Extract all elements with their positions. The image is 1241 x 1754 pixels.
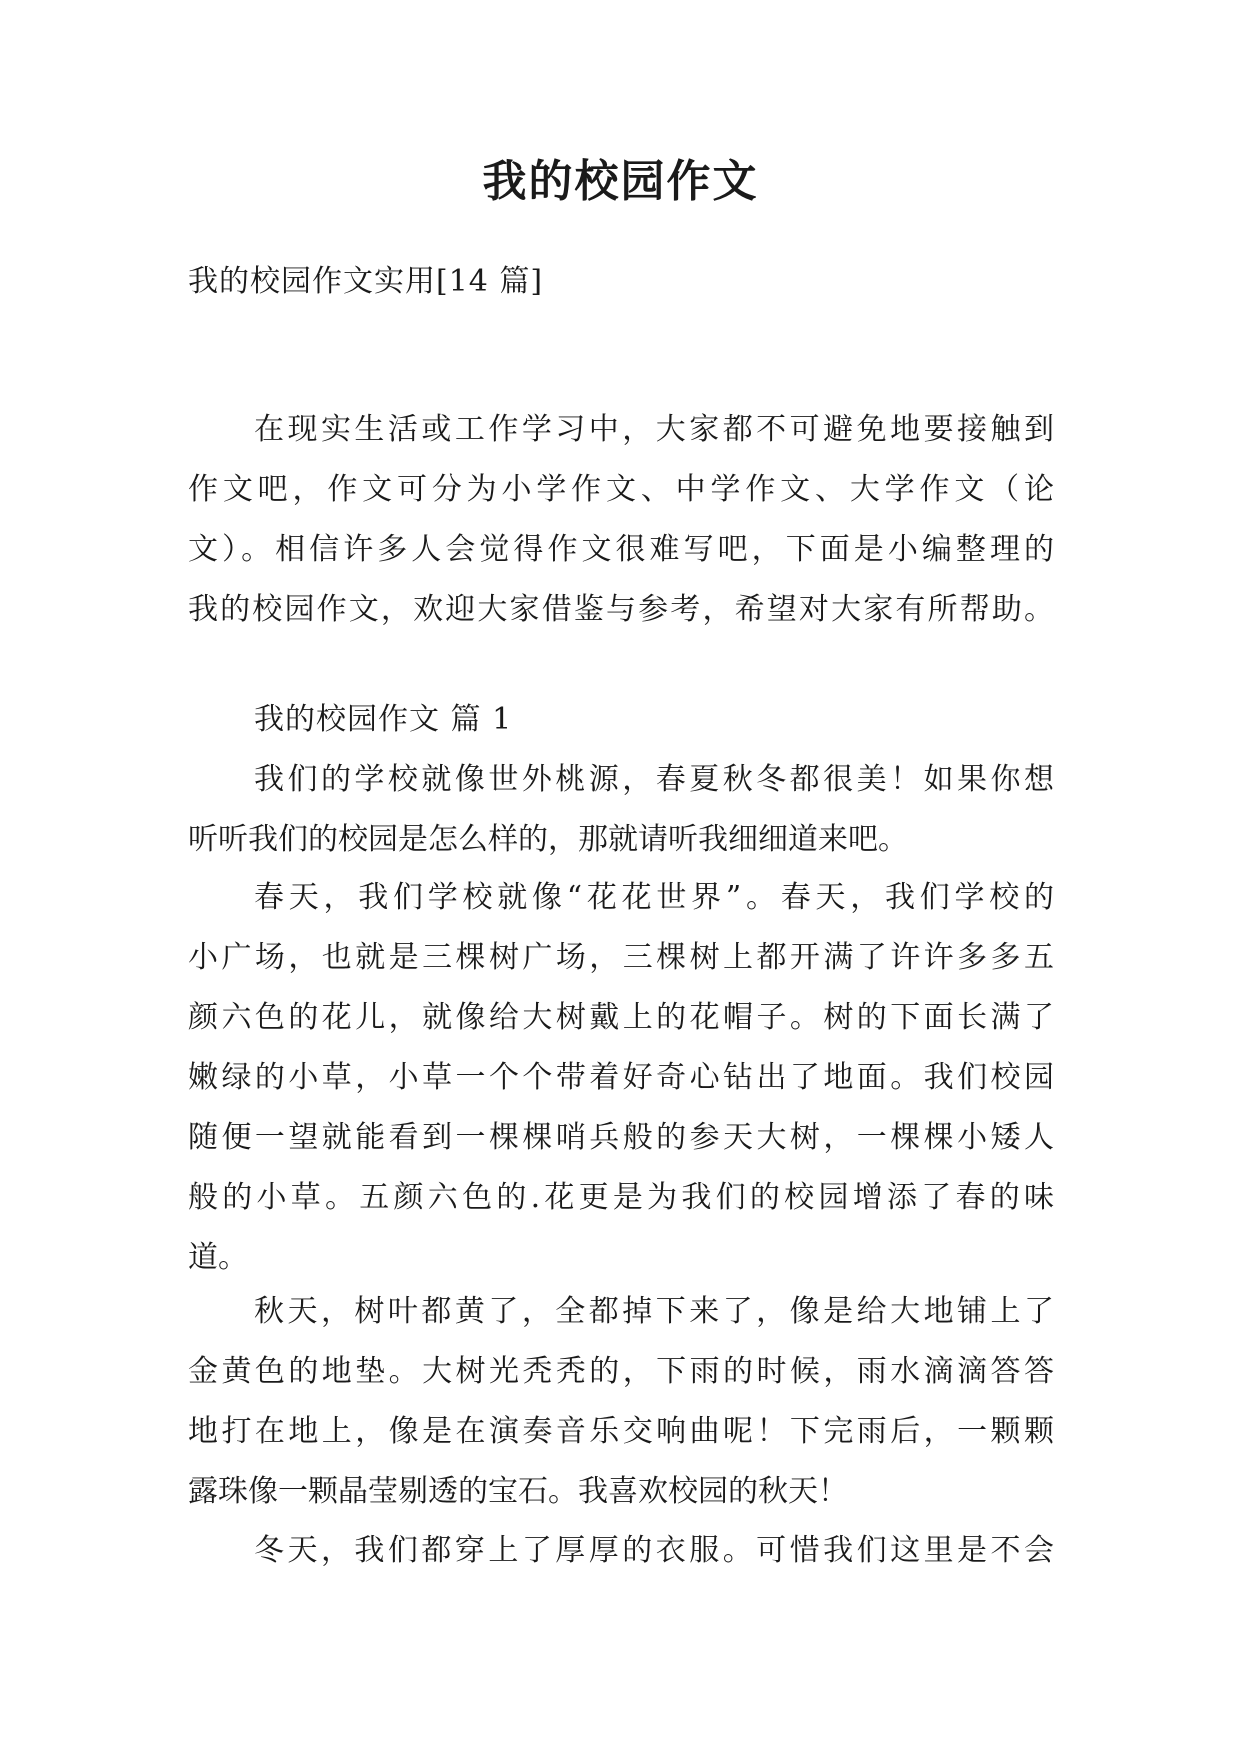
text-line: 般的小草。五颜六色的.花更是为我们的校园增添了春的味 <box>188 1180 1054 1215</box>
text-line: 我们的学校就像世外桃源，春夏秋冬都很美！如果你想 <box>254 762 1054 797</box>
body-paragraph-3 <box>188 1282 1054 1522</box>
section-heading: 我的校园作文 篇 1 <box>254 702 513 737</box>
text-line: 嫩绿的小草，小草一个个带着好奇心钻出了地面。我们校园 <box>188 1060 1054 1095</box>
intro-paragraph <box>188 400 1054 640</box>
document-title: 我的校园作文 <box>482 156 759 207</box>
text-line: 春天，我们学校就像“花花世界”。春天，我们学校的 <box>254 880 1054 915</box>
text-line: 冬天，我们都穿上了厚厚的衣服。可惜我们这里是不会 <box>254 1533 1054 1568</box>
text-line: 颜六色的花儿，就像给大树戴上的花帽子。树的下面长满了 <box>188 1000 1054 1035</box>
text-line: 我的校园作文，欢迎大家借鉴与参考，希望对大家有所帮助。 <box>188 592 1054 627</box>
body-paragraph-1 <box>188 750 1054 870</box>
body-paragraph-4 <box>188 1521 1054 1581</box>
document-subtitle: 我的校园作文实用[14 篇] <box>188 264 544 299</box>
text-line: 地打在地上，像是在演奏音乐交响曲呢！下完雨后，一颗颗 <box>188 1414 1054 1449</box>
text-line: 露珠像一颗晶莹剔透的宝石。我喜欢校园的秋天！ <box>188 1474 848 1509</box>
text-line: 作文吧，作文可分为小学作文、中学作文、大学作文（论 <box>188 472 1054 507</box>
text-line: 秋天，树叶都黄了，全都掉下来了，像是给大地铺上了 <box>254 1294 1054 1329</box>
text-line: 文）。相信许多人会觉得作文很难写吧，下面是小编整理的 <box>188 532 1054 567</box>
text-line: 金黄色的地垫。大树光秃秃的，下雨的时候，雨水滴滴答答 <box>188 1354 1054 1389</box>
text-line: 在现实生活或工作学习中，大家都不可避免地要接触到 <box>254 412 1054 447</box>
body-paragraph-2 <box>188 868 1054 1288</box>
text-line: 道。 <box>188 1240 248 1275</box>
text-line: 随便一望就能看到一棵棵哨兵般的参天大树，一棵棵小矮人 <box>188 1120 1054 1155</box>
text-line: 小广场，也就是三棵树广场，三棵树上都开满了许许多多五 <box>188 940 1054 975</box>
text-line: 听听我们的校园是怎么样的，那就请听我细细道来吧。 <box>188 822 908 857</box>
